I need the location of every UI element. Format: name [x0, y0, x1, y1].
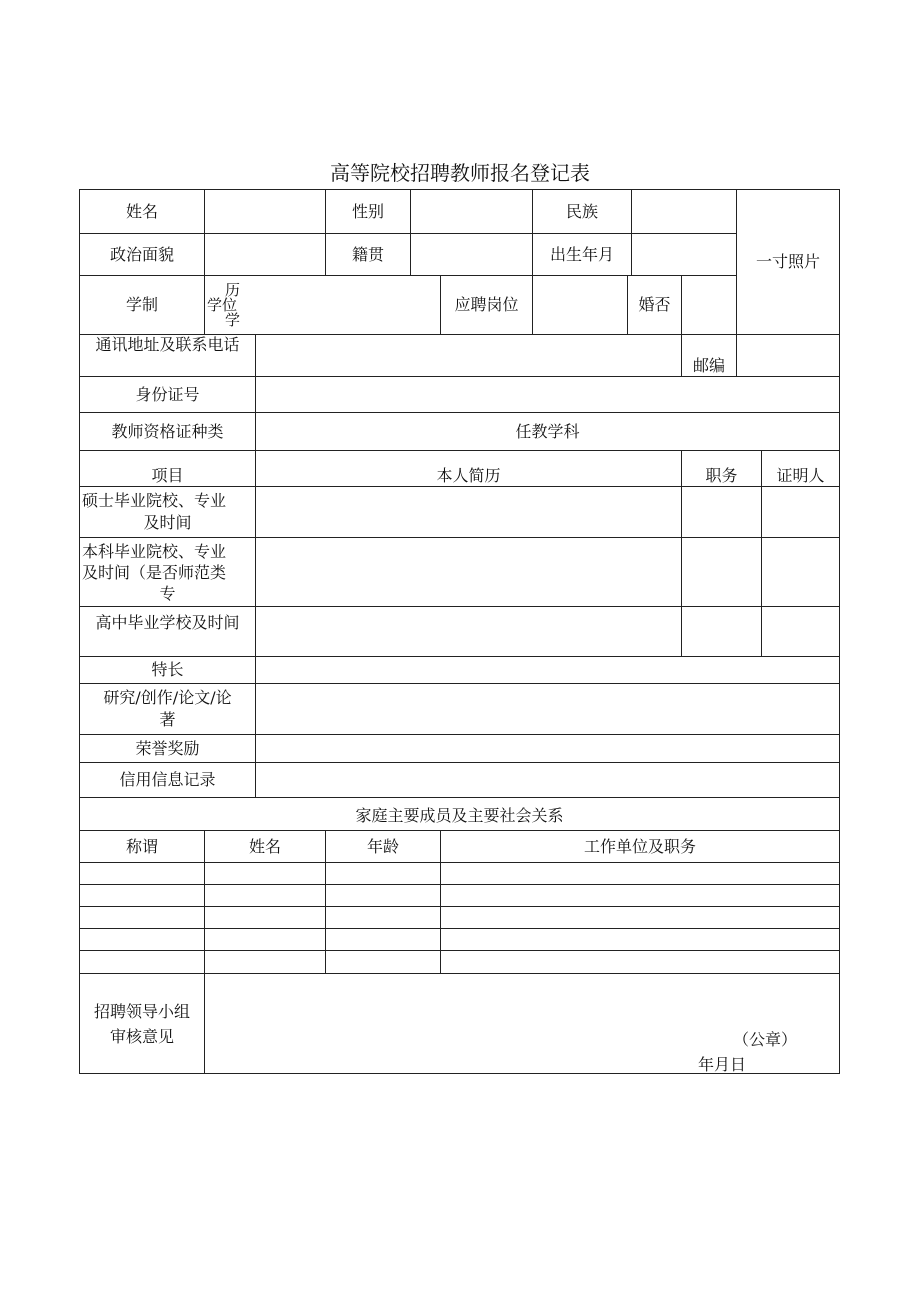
family-row-3-name[interactable]: [204, 906, 326, 929]
bachelor-witness-field[interactable]: [761, 537, 840, 607]
family-row-1-name[interactable]: [204, 862, 326, 885]
address-label: 通讯地址及联系电话: [79, 334, 256, 377]
review-label-line1: 招聘领导小组: [93, 1001, 190, 1021]
specialty-label: 特长: [79, 656, 256, 684]
family-row-5-relation[interactable]: [79, 950, 205, 974]
cert-type-label: 教师资格证种类: [79, 412, 256, 451]
education-label-bot: 学: [225, 310, 241, 329]
family-row-4-work[interactable]: [440, 928, 840, 951]
id-number-field[interactable]: [255, 376, 840, 413]
family-row-3-relation[interactable]: [79, 906, 205, 929]
master-duty-field[interactable]: [681, 486, 762, 538]
marital-label: 婚否: [627, 275, 682, 335]
family-section-title: 家庭主要成员及主要社会关系: [79, 797, 840, 831]
native-place-label: 籍贯: [325, 233, 411, 276]
birth-label: 出生年月: [532, 233, 632, 276]
family-age-header: 年龄: [325, 830, 441, 863]
family-row-1-age[interactable]: [325, 862, 441, 885]
family-row-5-name[interactable]: [204, 950, 326, 974]
research-label-line1: 研究/创作/论文/论: [103, 688, 232, 707]
family-row-2-age[interactable]: [325, 884, 441, 907]
family-row-4-age[interactable]: [325, 928, 441, 951]
family-row-3-work[interactable]: [440, 906, 840, 929]
witness-header: 证明人: [761, 450, 840, 487]
education-degree-label: [204, 275, 441, 335]
highschool-resume-field[interactable]: [255, 606, 682, 657]
family-row-5-age[interactable]: [325, 950, 441, 974]
marital-field[interactable]: [681, 275, 737, 335]
family-row-1-work[interactable]: [440, 862, 840, 885]
highschool-label: 高中毕业学校及时间: [79, 606, 256, 657]
ethnicity-field[interactable]: [631, 189, 737, 234]
family-row-2-work[interactable]: [440, 884, 840, 907]
family-row-1-relation[interactable]: [79, 862, 205, 885]
birth-field[interactable]: [631, 233, 737, 276]
name-field[interactable]: [204, 189, 326, 234]
photo-box: 一寸照片: [736, 189, 840, 335]
item-header: 项目: [79, 450, 256, 487]
position-field[interactable]: [532, 275, 628, 335]
position-label: 应聘岗位: [440, 275, 533, 335]
honors-field[interactable]: [255, 734, 840, 763]
family-row-5-work[interactable]: [440, 950, 840, 974]
native-place-field[interactable]: [410, 233, 533, 276]
family-work-header: 工作单位及职务: [440, 830, 840, 863]
honors-label: 荣誉奖励: [79, 734, 256, 763]
education-label-mid: 学位: [207, 295, 238, 314]
bachelor-duty-field[interactable]: [681, 537, 762, 607]
postcode-label: 邮编: [681, 334, 737, 377]
family-row-4-name[interactable]: [204, 928, 326, 951]
master-label: [79, 486, 256, 538]
political-label: 政治面貌: [79, 233, 205, 276]
specialty-field[interactable]: [255, 656, 840, 684]
master-witness-field[interactable]: [761, 486, 840, 538]
name-label: 姓名: [79, 189, 205, 234]
family-row-2-relation[interactable]: [79, 884, 205, 907]
credit-field[interactable]: [255, 762, 840, 798]
system-label: 学制: [79, 275, 205, 335]
master-label-line2: 及时间: [143, 513, 192, 532]
master-resume-field[interactable]: [255, 486, 682, 538]
education-label-top: 历: [225, 280, 241, 299]
ethnicity-label: 民族: [532, 189, 632, 234]
research-label-line2: 著: [159, 710, 176, 729]
master-label-line1: 硕士毕业院校、专业: [82, 491, 227, 510]
highschool-duty-field[interactable]: [681, 606, 762, 657]
family-row-2-name[interactable]: [204, 884, 326, 907]
bachelor-label: [79, 537, 256, 607]
gender-field[interactable]: [410, 189, 533, 234]
political-field[interactable]: [204, 233, 326, 276]
bachelor-label-line3: 专: [159, 583, 176, 603]
review-label: [79, 973, 205, 1074]
highschool-witness-field[interactable]: [761, 606, 840, 657]
bachelor-resume-field[interactable]: [255, 537, 682, 607]
seal-label: （公章）: [733, 1030, 798, 1049]
family-relation-header: 称谓: [79, 830, 205, 863]
id-number-label: 身份证号: [79, 376, 256, 413]
postcode-field[interactable]: [736, 334, 840, 377]
page-title: 高等院校招聘教师报名登记表: [330, 161, 590, 185]
duty-header: 职务: [681, 450, 762, 487]
research-field[interactable]: [255, 683, 840, 735]
date-label: 年月日: [698, 1055, 747, 1074]
gender-label: 性别: [325, 189, 411, 234]
review-label-line2: 审核意见: [109, 1026, 174, 1046]
family-row-4-relation[interactable]: [79, 928, 205, 951]
resume-header: 本人简历: [255, 450, 682, 487]
subject-label: 任教学科: [255, 412, 840, 451]
research-label: [79, 683, 256, 735]
credit-label: 信用信息记录: [79, 762, 256, 798]
family-name-header: 姓名: [204, 830, 326, 863]
address-field[interactable]: [255, 334, 682, 377]
bachelor-label-line1: 本科毕业院校、专业: [82, 541, 227, 561]
family-row-3-age[interactable]: [325, 906, 441, 929]
bachelor-label-line2: 及时间（是否师范类: [82, 562, 227, 582]
